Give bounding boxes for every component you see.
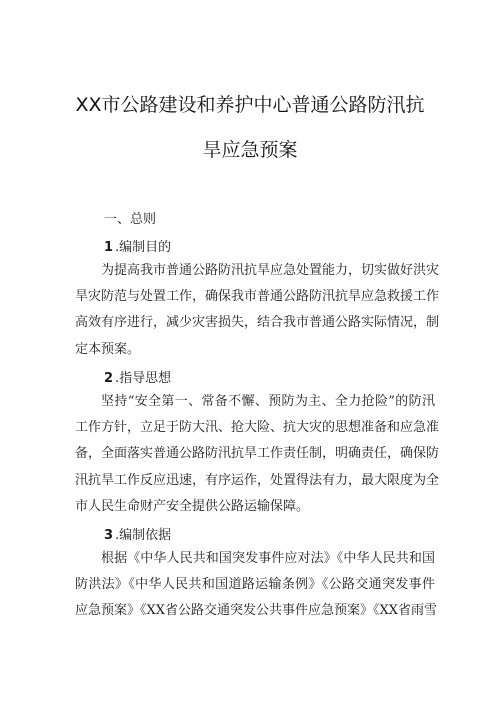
paragraph-line: 高效有序进行，减少灾害损失，结合我市普通公路实际情况，制 bbox=[75, 315, 440, 331]
paragraph-line: 工作方针，立足于防大汛、抢大险、抗大灾的思想准备和应急准 bbox=[75, 420, 440, 436]
subsection-title: .指导思想 bbox=[115, 371, 172, 386]
subsection-title: .编制依据 bbox=[115, 528, 172, 543]
paragraph-line: 为提高我市普通公路防汛抗旱应急处置能力，切实做好洪灾 bbox=[101, 263, 440, 278]
paragraph-basis bbox=[75, 546, 438, 625]
paragraph-purpose bbox=[75, 258, 440, 363]
subsection-number: 2 bbox=[104, 371, 114, 386]
paragraph-line: 旱灾防范与处置工作，确保我市普通公路防汛抗旱应急救援工作 bbox=[75, 289, 440, 305]
subsection-heading-basis bbox=[104, 524, 171, 543]
subsection-heading-purpose bbox=[104, 236, 171, 255]
paragraph-line: 坚持“安全第一、常备不懈、预防为主、全力抢险”的防汛 bbox=[101, 394, 435, 409]
section-heading-general: 一、总则 bbox=[104, 212, 157, 227]
paragraph-line: 汛抗旱工作反应迅速，有序运作，处置得法有力，最大限度为全 bbox=[75, 472, 440, 488]
paragraph-line: 备，全面落实普通公路防汛抗旱工作责任制，明确责任，确保防 bbox=[75, 446, 440, 462]
document-title-line-2: 旱应急预案 bbox=[202, 139, 298, 161]
paragraph-guiding-ideology bbox=[75, 389, 440, 520]
subsection-title: .编制目的 bbox=[115, 240, 172, 255]
subsection-number: 3 bbox=[104, 528, 114, 543]
paragraph-line: 应急预案》《XX省公路交通突发公共事件应急预案》《XX省雨雪 bbox=[75, 603, 438, 619]
paragraph-line: 防洪法》《中华人民共和国道路运输条例》《公路交通突发事件 bbox=[75, 577, 435, 593]
subsection-number: 1 bbox=[104, 240, 114, 255]
document-title-line-1: XX市公路建设和养护中心普通公路防汛抗 bbox=[75, 94, 425, 116]
paragraph-line: 市人民生命财产安全提供公路运输保障。 bbox=[75, 498, 310, 514]
subsection-heading-guiding-ideology bbox=[104, 367, 171, 386]
paragraph-line: 根据《中华人民共和国突发事件应对法》《中华人民共和国 bbox=[101, 551, 435, 566]
paragraph-line: 定本预案。 bbox=[75, 341, 141, 357]
